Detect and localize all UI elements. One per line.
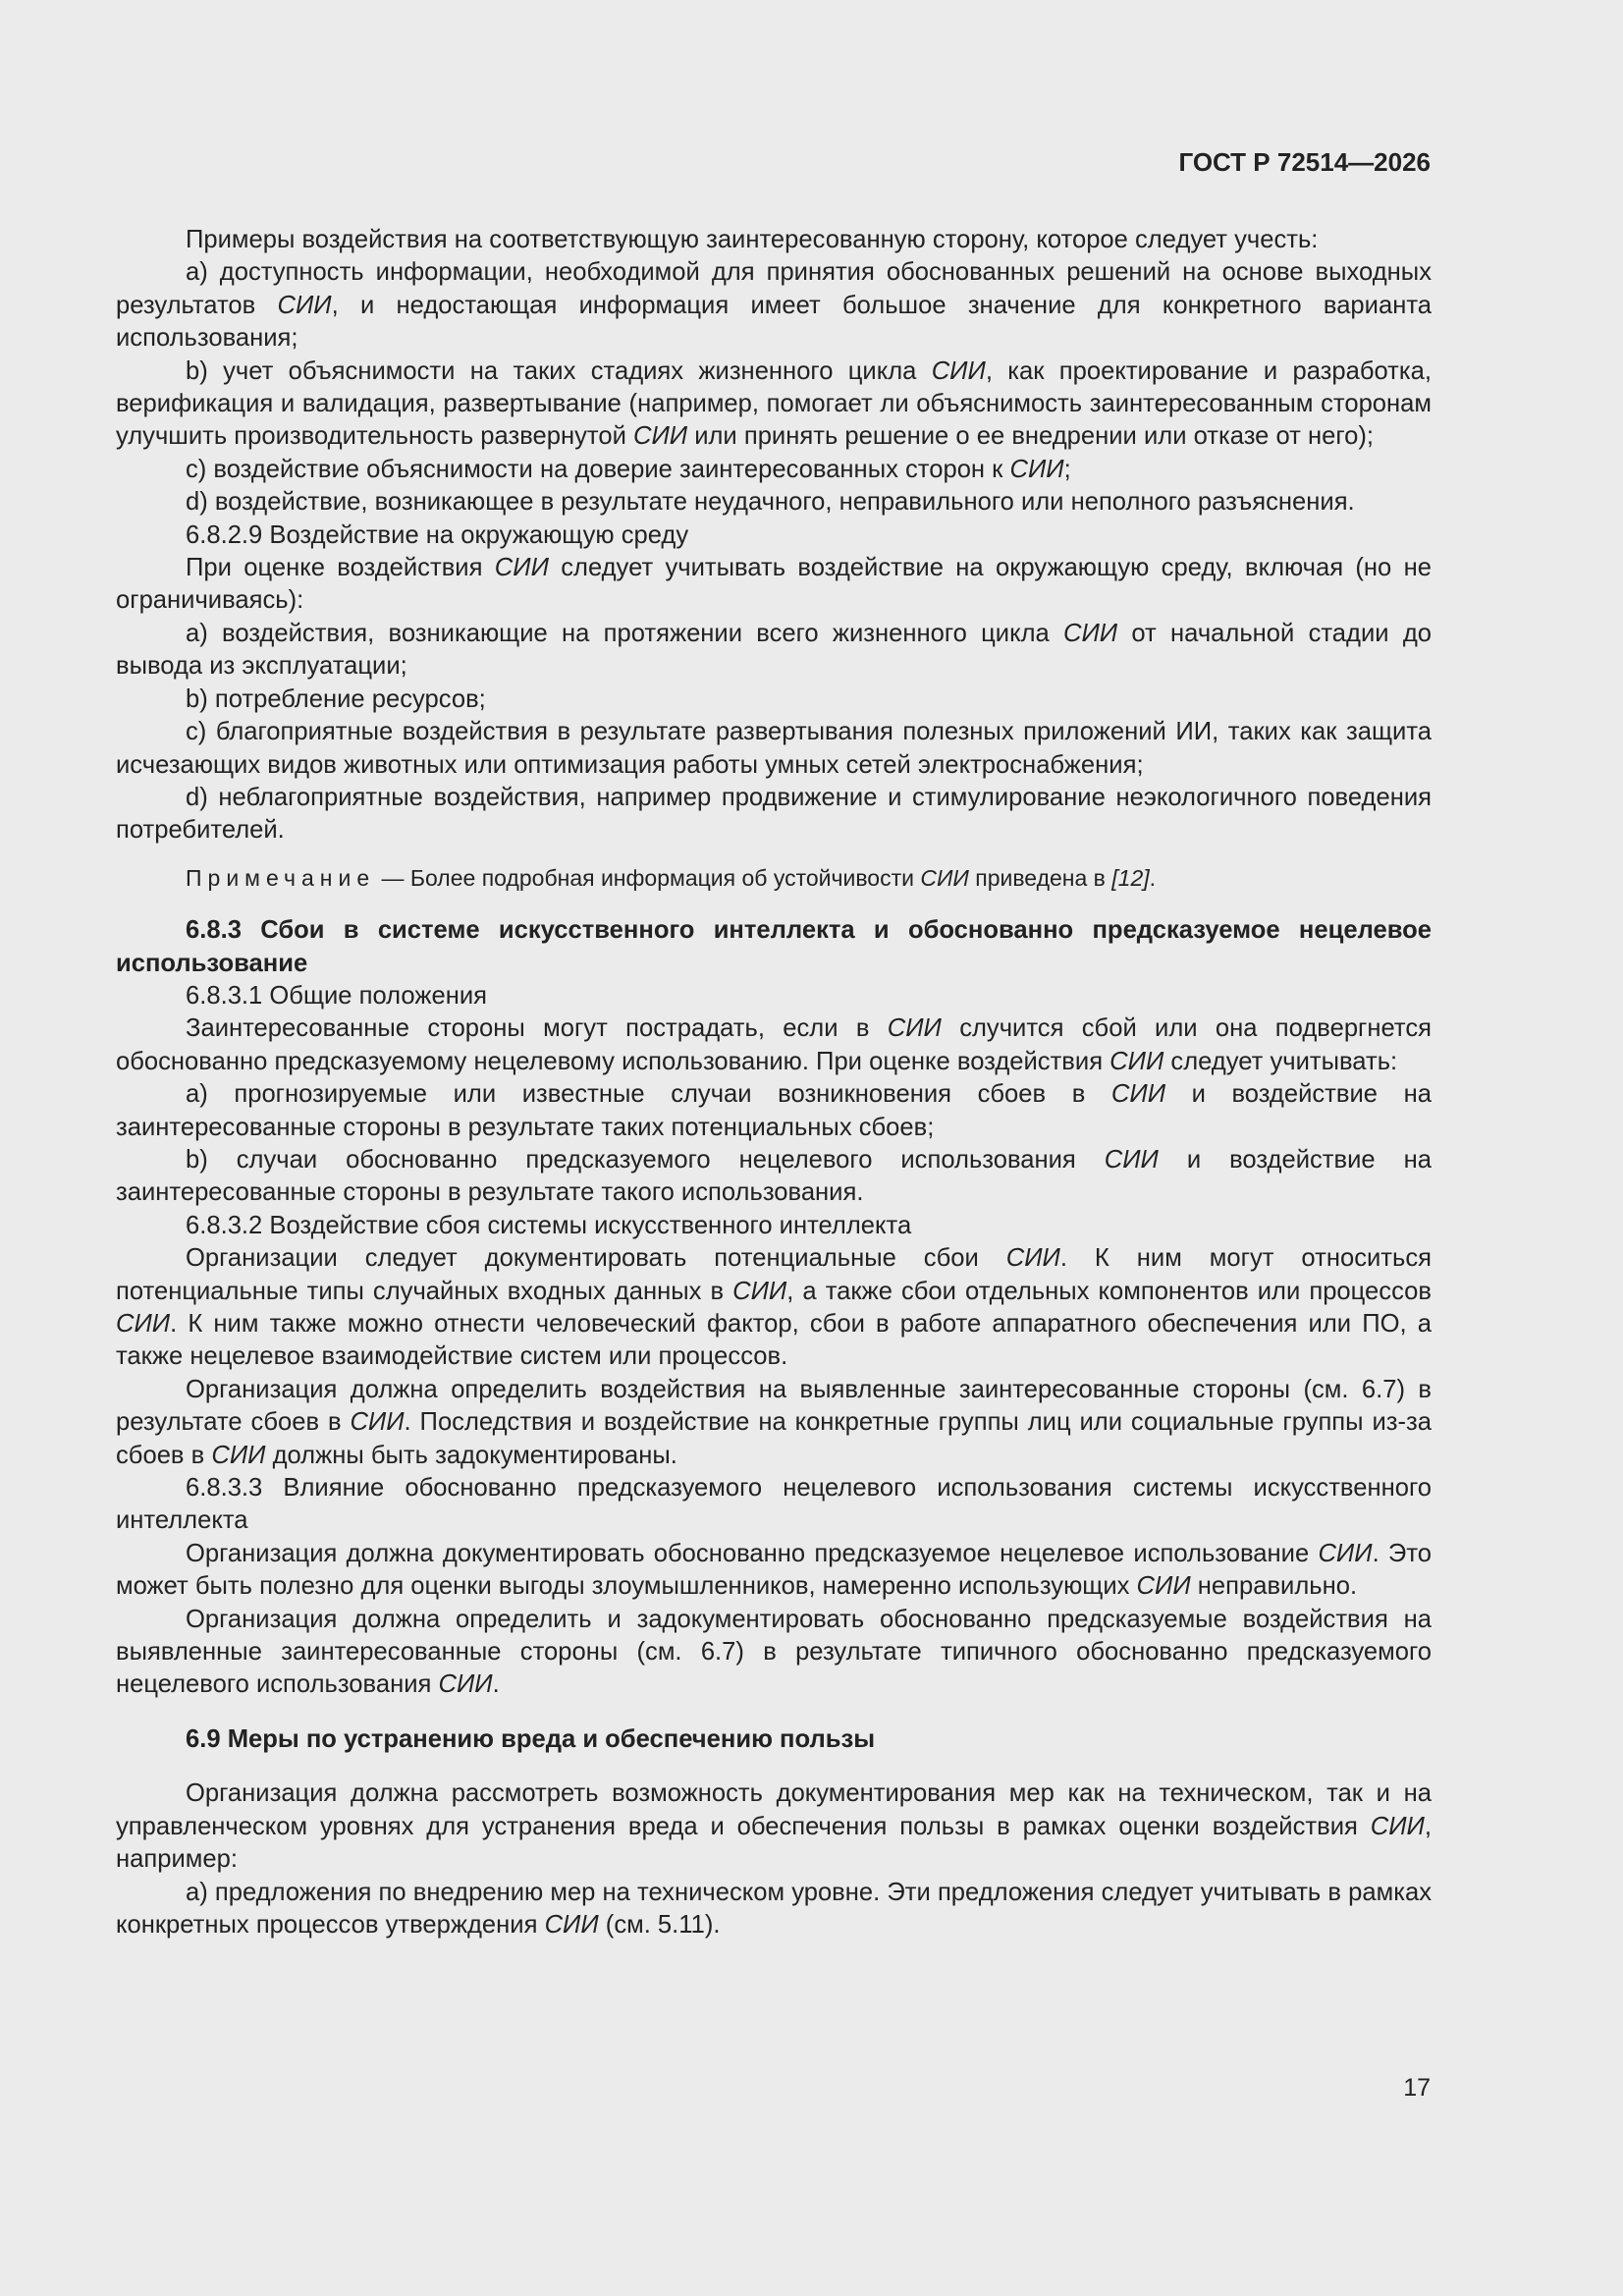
- subsection-heading: 6.8.3.3 Влияние обоснованно предсказуемого нецелевого использования системы искусственного интеллекта: [116, 1474, 1432, 1535]
- list-item: b) случаи обоснованно предсказуемого нецелевого использования СИИ и воздействие на заинтересованные стороны в результате такого использования.: [116, 1145, 1432, 1207]
- list-item: b) учет объяснимости на таких стадиях жизненного цикла СИИ, как проектирование и разработка, верификация и валидация, развертывание (например, помогает ли объяснимость заинтересованным сторонам улучшить производительность развернутой СИИ или принять решение о ее внедрении или отказе от него);: [116, 356, 1432, 451]
- note-label: Примечание: [186, 864, 376, 891]
- paragraph: Примеры воздействия на соответствующую заинтересованную сторону, которое следует учесть:: [186, 226, 1319, 253]
- subsection-heading: 6.8.3.2 Воздействие сбоя системы искусственного интеллекта: [186, 1211, 912, 1239]
- document-header: ГОСТ Р 72514—2026: [1178, 147, 1431, 177]
- list-item: d) воздействие, возникающее в результате неудачного, неправильного или неполного разъяснения.: [186, 488, 1355, 517]
- list-item: a) воздействия, возникающие на протяжении всего жизненного цикла СИИ от начальной стадии до вывода из эксплуатации;: [116, 619, 1432, 681]
- document-body: [116, 224, 1432, 1941]
- note: Примечание — Более подробная информация об устойчивости СИИ приведена в [12].: [186, 864, 1157, 891]
- list-item: b) потребление ресурсов;: [186, 684, 486, 713]
- list-item: c) воздействие объяснимости на доверие заинтересованных сторон к СИИ;: [186, 455, 1071, 483]
- list-item: d) неблагоприятные воздействия, например продвижение и стимулирование неэкологичного поведения потребителей.: [116, 783, 1432, 845]
- paragraph: При оценке воздействия СИИ следует учитывать воздействие на окружающую среду, включая (но не ограничиваясь):: [116, 554, 1432, 615]
- list-item: a) предложения по внедрению мер на техническом уровне. Эти предложения следует учитывать в рамках конкретных процессов утверждения СИИ (см. 5.11).: [116, 1878, 1432, 1939]
- page-number: 17: [1403, 2074, 1431, 2102]
- subsection-heading: 6.8.2.9 Воздействие на окружающую среду: [186, 520, 689, 549]
- paragraph: Организации следует документировать потенциальные сбои СИИ. К ним могут относиться потенциальные типы случайных входных данных в СИИ, а также сбои отдельных компонентов или процессов СИИ. К ним также можно отнести человеческий фактор, сбои в работе аппаратного обеспечения или ПО, а также нецелевое взаимодействие систем или процессов.: [116, 1244, 1432, 1371]
- list-item: c) благоприятные воздействия в результате развертывания полезных приложений ИИ, таких как защита исчезающих видов животных или оптимизация работы умных сетей электроснабжения;: [116, 718, 1432, 779]
- subsection-heading: 6.8.3.1 Общие положения: [186, 981, 487, 1010]
- paragraph: Организация должна документировать обоснованно предсказуемое нецелевое использование СИИ. Это может быть полезно для оценки выгоды злоумышленников, намеренно использующих СИИ неправильно.: [116, 1539, 1432, 1601]
- paragraph: Организация должна определить воздействия на выявленные заинтересованные стороны (см. 6.7) в результате сбоев в СИИ. Последствия и воздействие на конкретные группы лиц или социальные группы из-за сбоев в СИИ должны быть задокументированы.: [116, 1375, 1432, 1469]
- section-heading: 6.9 Меры по устранению вреда и обеспечению пользы: [186, 1724, 876, 1753]
- paragraph: Организация должна определить и задокументировать обоснованно предсказуемые воздействия на выявленные заинтересованные стороны (см. 6.7) в результате типичного обоснованно предсказуемого нецелевого использования СИИ.: [116, 1605, 1432, 1699]
- paragraph: Организация должна рассмотреть возможность документирования мер как на техническом, так и на управленческом уровнях для устранения вреда и обеспечения пользы в рамках оценки воздействия СИИ, например:: [116, 1779, 1432, 1874]
- list-item: a) прогнозируемые или известные случаи возникновения сбоев в СИИ и воздействие на заинтересованные стороны в результате таких потенциальных сбоев;: [116, 1080, 1432, 1141]
- list-item: a) доступность информации, необходимой для принятия обоснованных решений на основе выходных результатов СИИ, и недостающая информация имеет большое значение для конкретного варианта использования;: [116, 258, 1432, 353]
- section-heading: 6.8.3 Сбои в системе искусственного интеллекта и обоснованно предсказуемое нецелевое использование: [116, 916, 1432, 977]
- paragraph: Заинтересованные стороны могут пострадать, если в СИИ случится сбой или она подвергнется обоснованно предсказуемому нецелевому использованию. При оценке воздействия СИИ следует учитывать:: [116, 1014, 1432, 1075]
